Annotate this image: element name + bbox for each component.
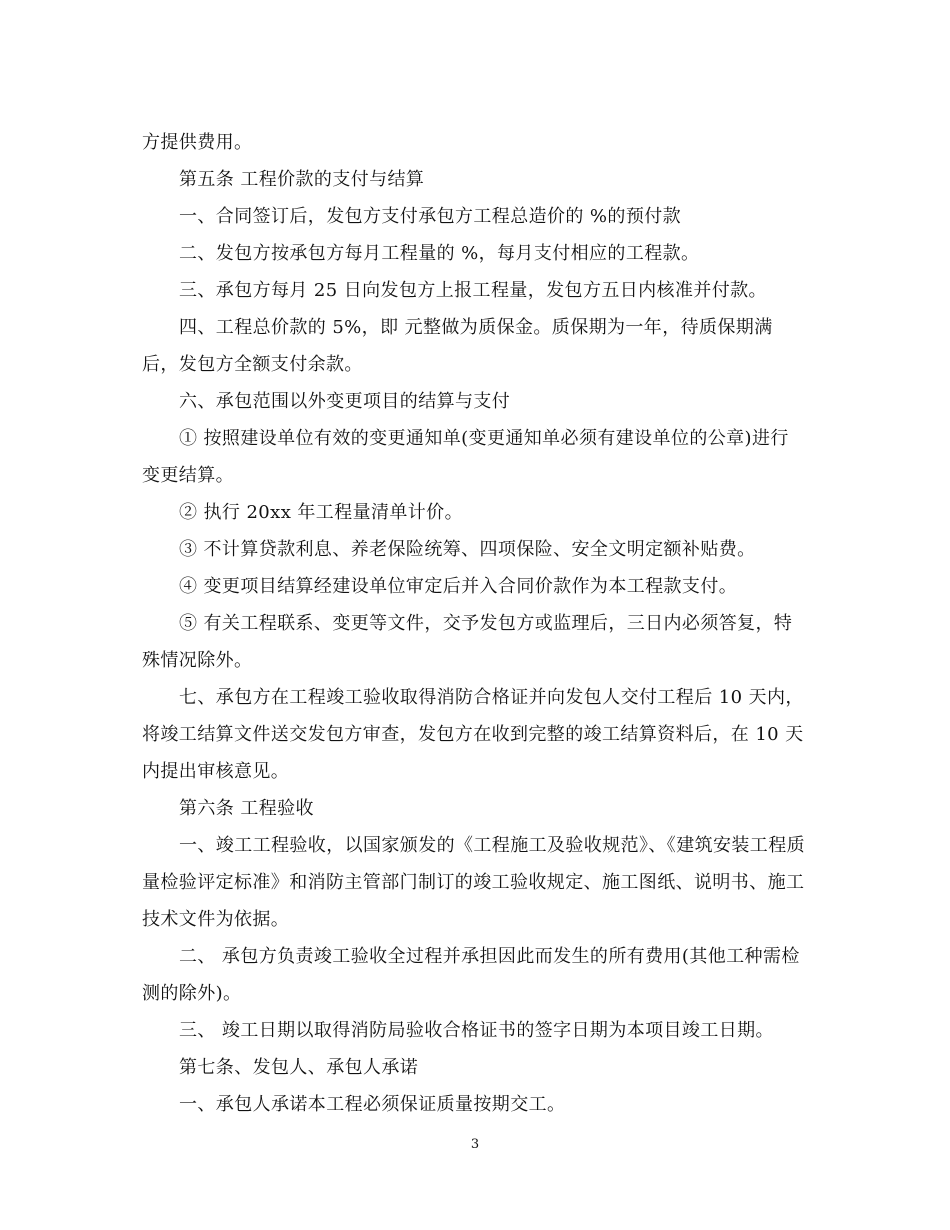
paragraph: 一、竣工工程验收，以国家颁发的《工程施工及验收规范》、《建筑安装工程质量检验评定标准》和消防主管部门制订的竣工验收规定、施工图纸、说明书、施工技术文件为依据。 (142, 835, 805, 930)
paragraph: 第六条 工程验收 (179, 798, 314, 819)
page-number: 3 (470, 1137, 480, 1152)
paragraph: 七、承包方在工程竣工验收取得消防合格证并向发包人交付工程后 10 天内，将竣工结算文件送交发包方审查，发包方在收到完整的竣工结算资料后，在 10 天内提出审核意见。 (142, 687, 804, 782)
paragraph: ⑤ 有关工程联系、变更等文件，交予发包方或监理后，三日内必须答复，特殊情况除外。 (142, 613, 793, 671)
paragraph: ③ 不计算贷款利息、养老保险统筹、四项保险、安全文明定额补贴费。 (179, 539, 756, 560)
paragraph: 一、合同签订后，发包方支付承包方工程总造价的 %的预付款 (179, 206, 682, 227)
paragraph: ① 按照建设单位有效的变更通知单(变更通知单必须有建设单位的公章)进行变更结算。 (142, 428, 789, 486)
paragraph: ④ 变更项目结算经建设单位审定后并入合同价款作为本工程款支付。 (179, 576, 738, 597)
paragraph: 三、 竣工日期以取得消防局验收合格证书的签字日期为本项目竣工日期。 (179, 1020, 774, 1041)
paragraph: 四、工程总价款的 5%，即 元整做为质保金。质保期为一年，待质保期满后，发包方全额支付余款。 (142, 317, 773, 375)
document-body (142, 124, 807, 1123)
paragraph: 二、 承包方负责竣工验收全过程并承担因此而发生的所有费用(其他工种需检测的除外)。 (142, 946, 800, 1004)
paragraph: 六、承包范围以外变更项目的结算与支付 (179, 391, 511, 412)
paragraph: 一、承包人承诺本工程必须保证质量按期交工。 (179, 1094, 566, 1115)
paragraph: ② 执行 20xx 年工程量清单计价。 (179, 502, 463, 523)
paragraph: 三、承包方每月 25 日向发包方上报工程量，发包方五日内核准并付款。 (179, 280, 767, 301)
paragraph: 第七条、发包人、承包人承诺 (179, 1057, 419, 1078)
paragraph: 第五条 工程价款的支付与结算 (179, 169, 425, 190)
paragraph: 方提供费用。 (142, 132, 253, 153)
paragraph: 二、发包方按承包方每月工程量的 %，每月支付相应的工程款。 (179, 243, 700, 264)
